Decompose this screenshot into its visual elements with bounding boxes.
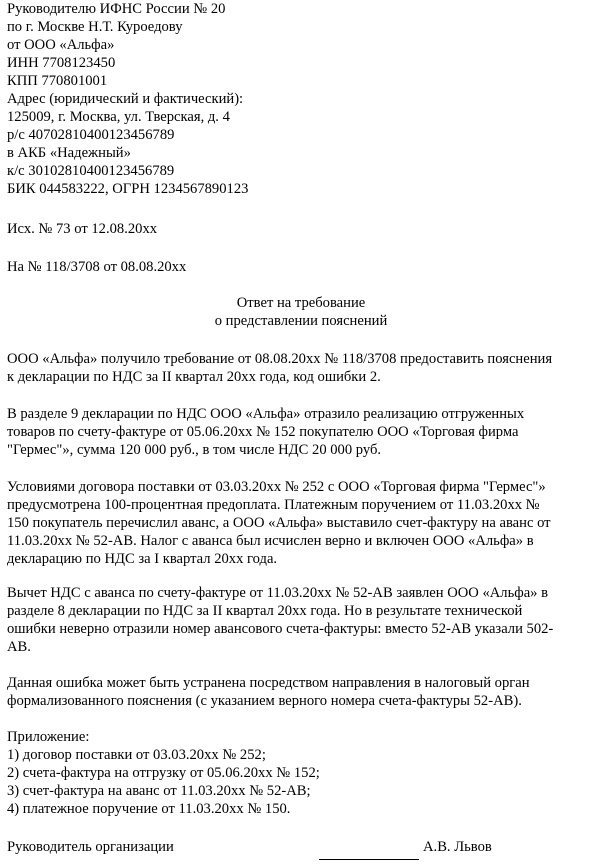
paragraph-line: В разделе 9 декларации по НДС ООО «Альфа» отразило реализацию отгруженных: [7, 406, 525, 422]
paragraph-line: предусмотрена 100-процентная предоплата. Платежным поручением от 11.03.20xx №: [7, 497, 540, 513]
title-line-1: Ответ на требование: [236, 295, 366, 311]
paragraph-line: к декларации по НДС за II квартал 20xx года, код ошибки 2.: [7, 369, 381, 385]
address-line: 125009, г. Москва, ул. Тверская, д. 4: [7, 109, 230, 125]
incoming-reference: [7, 258, 595, 276]
paragraph-line: Вычет НДС с аванса по счету-фактуре от 11.03.20xx № 52-АВ заявлен ООО «Альфа» в: [7, 585, 549, 601]
paragraph-line: Данная ошибка может быть устранена посредством направления в налоговый орган: [7, 675, 530, 691]
outgoing-reference-text: Исх. № 73 от 12.08.20xx: [7, 221, 158, 237]
paragraph-line: формализованного пояснения (с указанием верного номера счета-фактуры 52-АВ).: [7, 693, 522, 709]
paragraph-4: [7, 584, 595, 656]
letter-header: [7, 0, 595, 198]
signatory-role: Руководитель организации: [7, 839, 174, 855]
paragraph-line: товаров по счету-фактуре от 05.06.20xx № 152 покупателю ООО «Торговая фирма: [7, 424, 519, 440]
paragraph-line: ООО «Альфа» получило требование от 08.08.20xx № 118/3708 предоставить пояснения: [7, 351, 553, 367]
signature-line: [319, 859, 419, 860]
paragraph-3: [7, 478, 595, 568]
paragraph-line: "Гермес"», сумма 120 000 руб., в том числе НДС 20 000 руб.: [7, 442, 382, 458]
paragraph-line: Условиями договора поставки от 03.03.20xx № 252 с ООО «Торговая фирма "Гермес"»: [7, 479, 546, 495]
kpp-line: КПП 770801001: [7, 73, 108, 89]
paragraph-line: разделе 8 декларации по НДС за II квартал 20xx года. Но в результате технической: [7, 603, 523, 619]
signatory-name: А.В. Львов: [423, 839, 492, 855]
paragraph-1: [7, 350, 595, 386]
paragraph-line: 11.03.20xx № 52-АВ. Налог с аванса был исчислен верно и включен ООО «Альфа» в: [7, 533, 534, 549]
attachment-item: 4) платежное поручение от 11.03.20xx № 150.: [7, 801, 291, 817]
addressee-name-line: по г. Москве Н.Т. Куроедову: [7, 19, 183, 35]
paragraph-line: декларацию по НДС за I квартал 20xx года.: [7, 551, 278, 567]
title-line-2: о представлении пояснений: [214, 313, 388, 329]
attachment-item: 2) счета-фактура на отгрузку от 05.06.20xx № 152;: [7, 765, 320, 781]
paragraph-line: 150 покупатель перечислил аванс, а ООО «Альфа» выставило счет-фактуру на аванс от: [7, 515, 551, 531]
incoming-reference-text: На № 118/3708 от 08.08.20xx: [7, 259, 187, 275]
paragraph-5: [7, 674, 595, 710]
outgoing-reference: [7, 220, 595, 238]
inn-line: ИНН 7708123450: [7, 55, 116, 71]
attachments: [7, 728, 595, 818]
sender-company-line: от ООО «Альфа»: [7, 37, 115, 53]
paragraph-2: [7, 405, 595, 459]
correspondent-account-line: к/с 30102810400123456789: [7, 163, 175, 179]
address-label-line: Адрес (юридический и фактический):: [7, 91, 244, 107]
settlement-account-line: р/с 40702810400123456789: [7, 127, 175, 143]
paragraph-line: АВ.: [7, 639, 31, 655]
attachment-item: 1) договор поставки от 03.03.20xx № 252;: [7, 747, 266, 763]
bik-ogrn-line: БИК 044583222, ОГРН 1234567890123: [7, 181, 249, 197]
bank-line: в АКБ «Надежный»: [7, 145, 131, 161]
letter-title: [7, 294, 595, 330]
attachments-heading: Приложение:: [7, 729, 90, 745]
addressee-line: Руководителю ИФНС России № 20: [7, 1, 226, 17]
attachment-item: 3) счет-фактура на аванс от 11.03.20xx № 52-АВ;: [7, 783, 311, 799]
paragraph-line: ошибки неверно отразили номер авансового счета-фактуры: вместо 52-АВ указали 502-: [7, 621, 554, 637]
